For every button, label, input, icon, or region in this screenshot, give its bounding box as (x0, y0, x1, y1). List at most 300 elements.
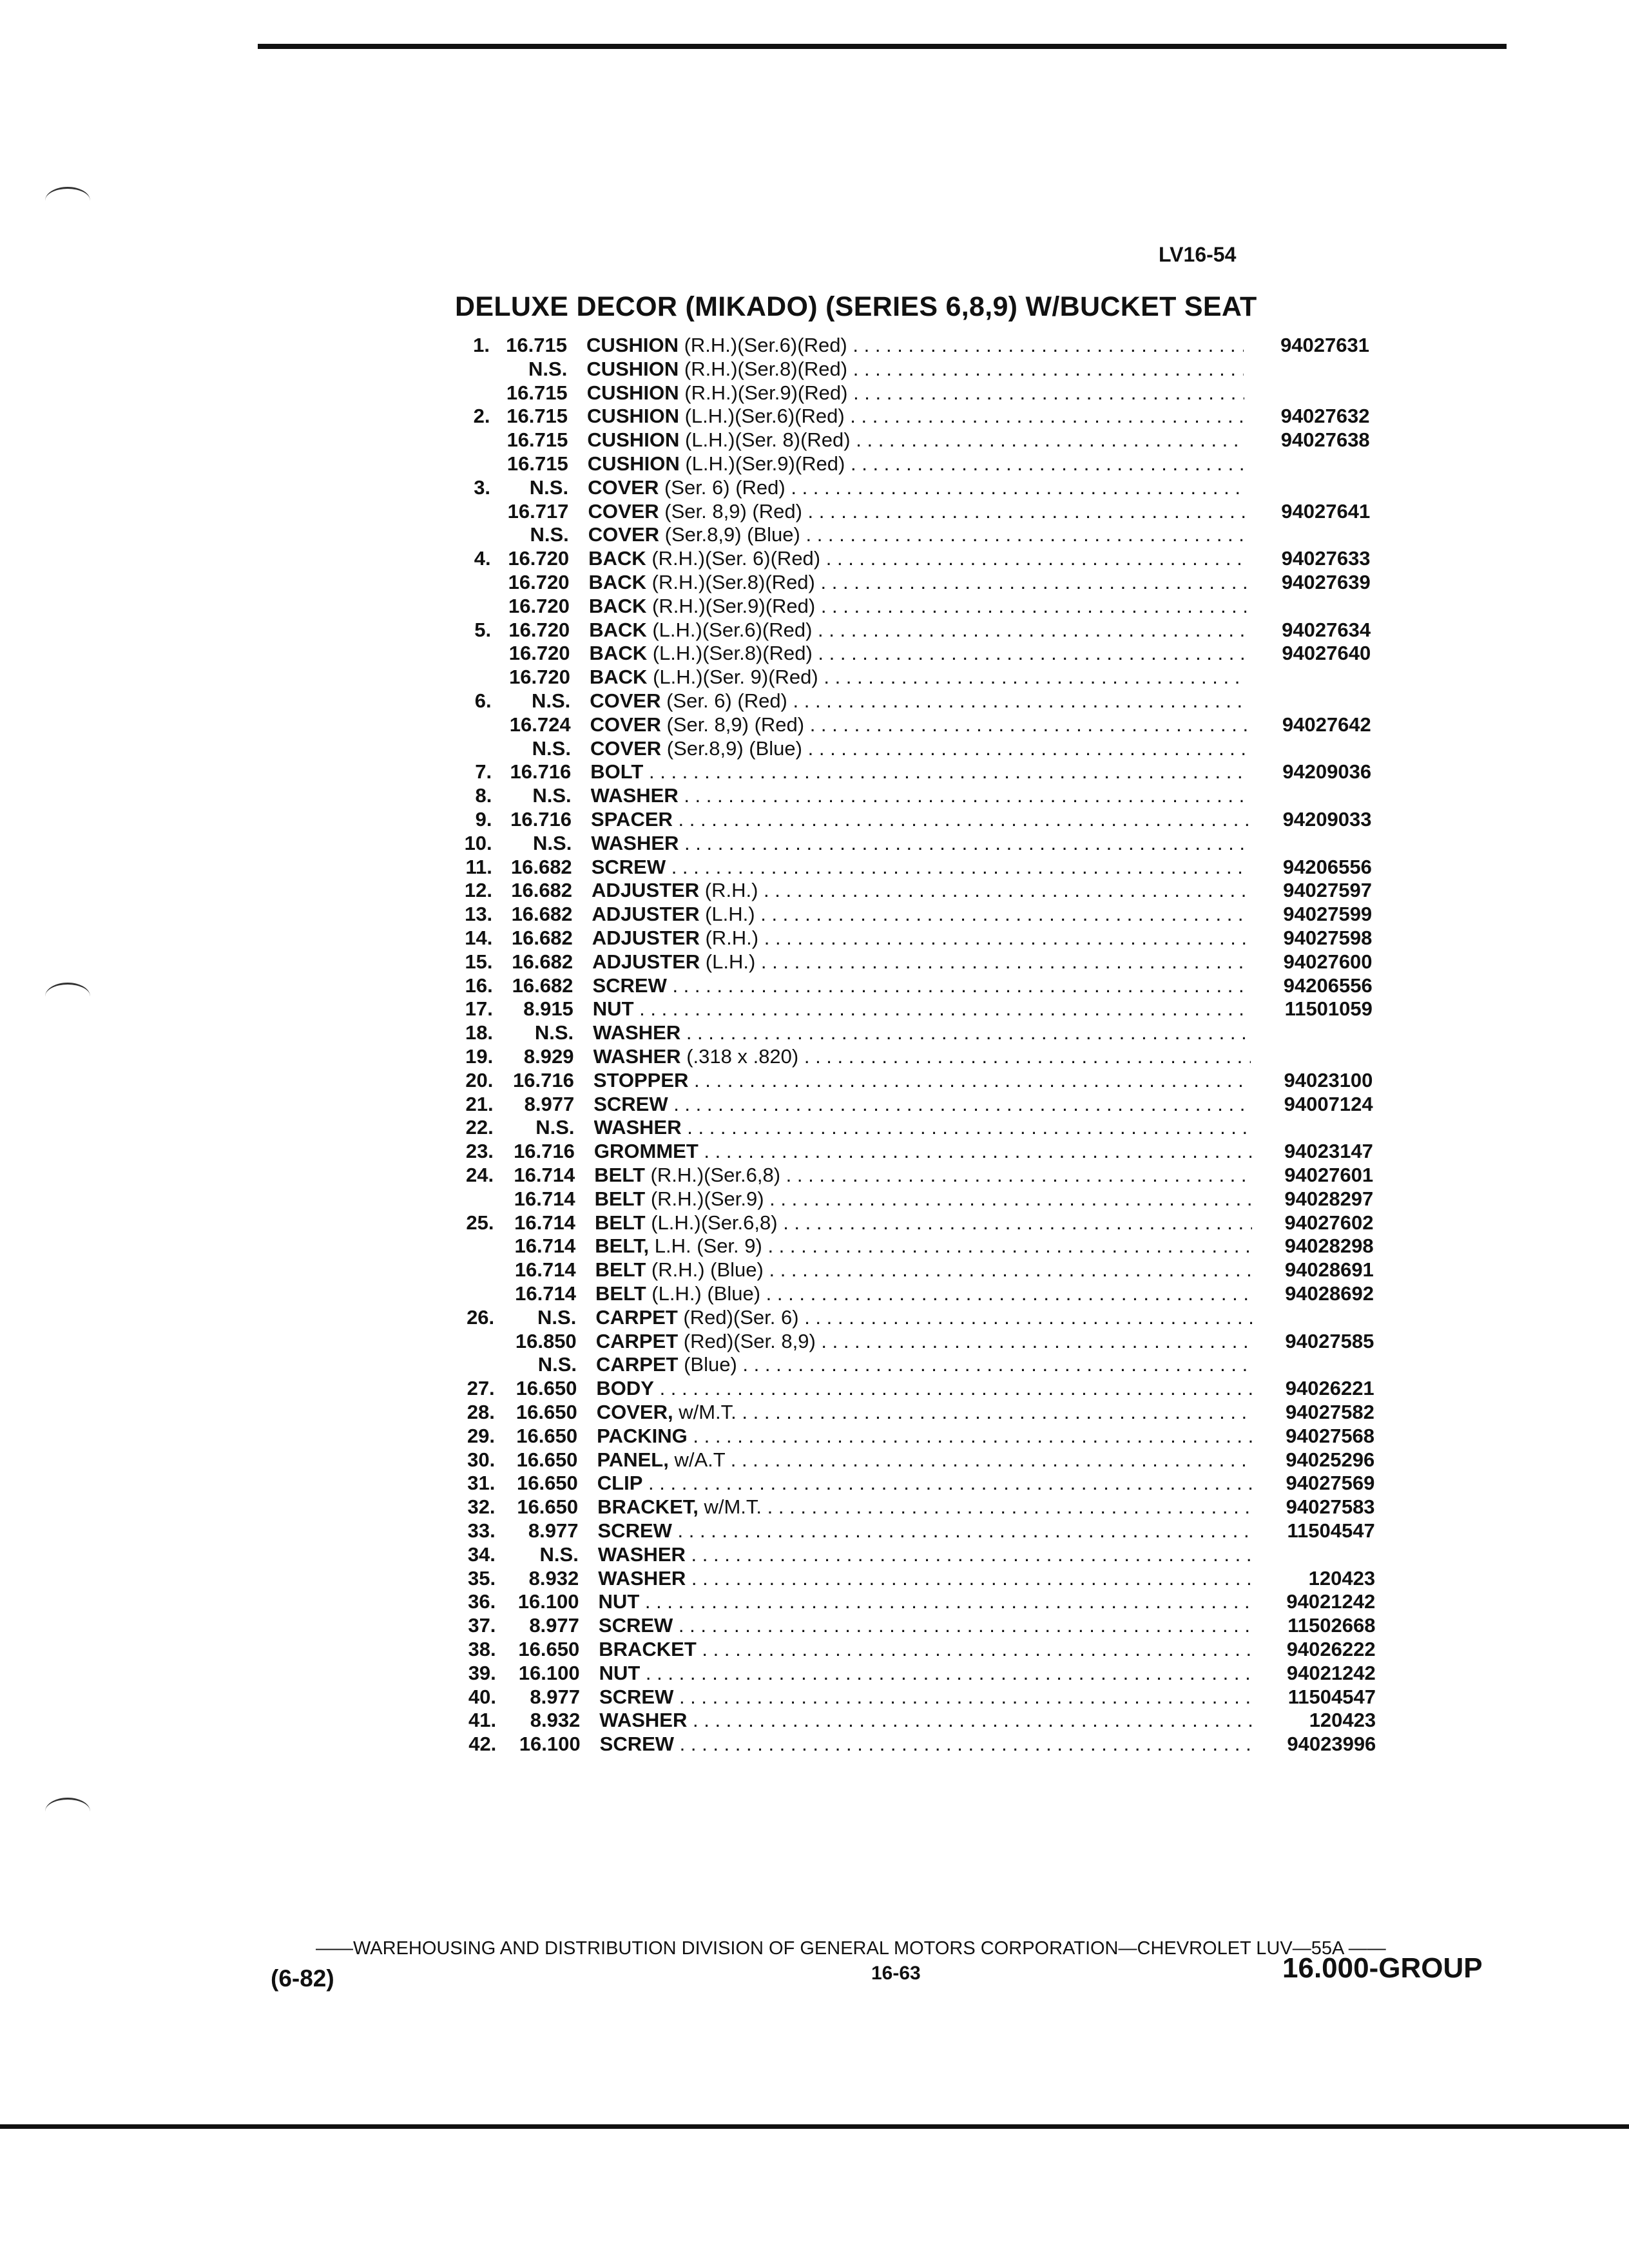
parts-row (0, 358, 1629, 381)
parts-row (0, 642, 1629, 665)
parts-row (0, 1733, 1629, 1756)
part-name-main: SCREW (591, 855, 666, 878)
item-number: 5. (474, 618, 492, 641)
parts-row (0, 737, 1629, 760)
parts-row (0, 950, 1629, 974)
item-number: 2. (473, 405, 490, 428)
parts-row (0, 1377, 1629, 1400)
part-number: 94027597 (1283, 879, 1373, 902)
part-number: 11504547 (1287, 1685, 1376, 1708)
footer-date: (6-82) (271, 1965, 334, 1992)
parts-row (0, 832, 1629, 855)
part-number: 94007124 (1284, 1092, 1373, 1115)
part-name (599, 1686, 1257, 1709)
item-number: 28. (467, 1401, 495, 1423)
part-name-detail: (L.H.)(Ser.6)(Red) (646, 618, 813, 641)
part-name-main: WASHER (593, 1021, 681, 1044)
group-number: 8.932 (528, 1566, 579, 1590)
part-name-main: CUSHION (586, 381, 679, 404)
part-name-detail: (R.H.)(Ser.8)(Red) (679, 357, 848, 380)
part-name (598, 1543, 1255, 1566)
part-name-detail: (L.H.)(Ser.6,8) (645, 1211, 778, 1234)
part-number: 94023996 (1287, 1733, 1376, 1756)
part-number: 94027583 (1286, 1495, 1375, 1519)
group-number: 16.650 (516, 1472, 578, 1495)
group-number: 16.714 (514, 1235, 576, 1258)
group-number: 8.977 (529, 1614, 579, 1637)
part-name-main: COVER, (596, 1401, 673, 1423)
group-number: 16.720 (508, 618, 570, 641)
part-name-main: CLIP (597, 1472, 643, 1495)
part-number: 94027582 (1285, 1401, 1374, 1423)
part-name-detail: (Ser. 6) (Red) (659, 476, 786, 499)
group-number: 16.714 (514, 1164, 575, 1186)
part-name-detail: (R.H.)(Ser. 6)(Red) (646, 547, 821, 570)
item-number: 27. (467, 1377, 495, 1400)
part-name (588, 476, 1245, 499)
part-name-main: SCREW (597, 1519, 672, 1542)
part-name-detail: (Ser.8,9) (Blue) (661, 736, 802, 760)
part-number: 94026222 (1286, 1638, 1376, 1660)
parts-row (0, 500, 1629, 523)
group-number: 16.650 (516, 1448, 578, 1471)
group-number: 16.715 (506, 334, 567, 356)
footer-page-number: 16-63 (871, 1963, 921, 1984)
part-name-main: SCREW (592, 974, 667, 997)
group-number: N.S. (534, 1021, 574, 1044)
part-name (589, 595, 1246, 618)
parts-row (0, 1686, 1629, 1709)
part-name-detail: (R.H.)(Ser.9)(Red) (679, 381, 848, 404)
part-name-main: WASHER (598, 1566, 686, 1590)
item-number: 4. (474, 547, 491, 570)
part-number: 94027602 (1284, 1211, 1374, 1234)
parts-row (0, 666, 1629, 689)
group-number: 16.720 (508, 594, 570, 617)
group-number: 16.720 (508, 571, 570, 593)
part-name (588, 523, 1246, 546)
part-number: 94021242 (1286, 1590, 1376, 1613)
part-name (593, 1021, 1250, 1044)
item-number: 24. (466, 1164, 494, 1186)
part-number: 94026221 (1285, 1377, 1374, 1400)
part-number: 94027585 (1285, 1329, 1374, 1352)
part-name-detail: (R.H.)(Ser.9) (645, 1187, 764, 1210)
item-number: 7. (475, 760, 492, 783)
group-number: N.S. (531, 689, 571, 712)
part-name (592, 974, 1249, 997)
parts-row (0, 1045, 1629, 1068)
part-name (592, 950, 1249, 974)
page-code: LV16-54 (1159, 243, 1237, 266)
part-name-detail: (R.H.) (699, 927, 759, 949)
part-name (599, 1614, 1256, 1637)
group-number: 8.929 (523, 1045, 574, 1068)
part-name (593, 1093, 1251, 1116)
part-name-main: BACK (589, 666, 648, 689)
part-name (599, 1662, 1257, 1685)
parts-row (0, 903, 1629, 926)
parts-row (0, 595, 1629, 618)
parts-row (0, 381, 1629, 405)
part-name-main: BRACKET, (597, 1495, 699, 1519)
part-name-detail: w/A.T (668, 1448, 726, 1471)
binding-mark (45, 1798, 90, 1825)
part-name (599, 1709, 1257, 1732)
item-number: 13. (465, 903, 493, 926)
part-name-main: CARPET (595, 1329, 679, 1352)
part-name (597, 1472, 1255, 1495)
group-number: 8.977 (528, 1519, 579, 1542)
item-number: 39. (468, 1661, 496, 1684)
parts-row (0, 1519, 1629, 1542)
item-number: 34. (467, 1542, 496, 1566)
part-name (595, 1235, 1252, 1258)
part-name (591, 832, 1248, 855)
part-name-detail: (Ser. 8,9) (Red) (660, 713, 805, 736)
parts-row (0, 1353, 1629, 1376)
part-name (599, 1638, 1256, 1661)
part-name (599, 1590, 1256, 1613)
part-number: 11504547 (1287, 1519, 1375, 1542)
group-number: N.S. (532, 784, 572, 807)
part-name-detail: (Ser. 8,9) (Red) (659, 499, 802, 523)
part-name-detail: (Ser. 6) (Red) (660, 689, 787, 712)
parts-row (0, 1543, 1629, 1566)
part-name-main: COVER (590, 689, 661, 712)
part-name-detail: (R.H.)(Ser.9)(Red) (646, 594, 816, 617)
group-number: N.S. (528, 357, 568, 380)
group-number: 16.682 (510, 855, 572, 878)
part-number: 94027641 (1281, 499, 1371, 523)
item-number: 14. (465, 927, 493, 949)
part-number: 94027632 (1280, 405, 1370, 428)
part-number: 94027638 (1280, 428, 1370, 452)
part-name-detail: (L.H.)(Ser.6)(Red) (679, 405, 845, 428)
part-name-main: BELT, (595, 1235, 650, 1258)
item-number: 23. (465, 1140, 494, 1163)
parts-row (0, 1448, 1629, 1472)
group-number: N.S. (539, 1542, 579, 1566)
part-name-main: COVER (588, 499, 659, 523)
group-number: 16.682 (512, 974, 574, 997)
group-number: 16.716 (513, 1068, 574, 1091)
group-number: 16.716 (514, 1140, 575, 1163)
part-name (590, 760, 1248, 783)
item-number: 21. (465, 1092, 494, 1115)
group-number: 16.850 (515, 1329, 577, 1352)
parts-row (0, 1709, 1629, 1732)
group-number: 16.650 (517, 1495, 579, 1519)
part-name-detail: (L.H.) (699, 903, 755, 926)
parts-row (0, 1472, 1629, 1495)
parts-row (0, 689, 1629, 713)
part-name-detail: (Red)(Ser. 8,9) (678, 1329, 816, 1352)
group-number: 16.650 (516, 1377, 577, 1400)
parts-row (0, 760, 1629, 783)
part-name (586, 334, 1244, 357)
part-name-main: SCREW (593, 1092, 668, 1115)
part-name-detail: (L.H.)(Ser.8)(Red) (647, 642, 813, 665)
parts-row (0, 1590, 1629, 1613)
parts-row (0, 974, 1629, 997)
parts-row (0, 927, 1629, 950)
part-name (590, 713, 1248, 736)
item-number: 30. (467, 1448, 496, 1471)
item-number: 41. (468, 1709, 497, 1732)
part-name-main: COVER (588, 523, 660, 546)
part-name-detail: (R.H.)(Ser.8)(Red) (646, 571, 815, 593)
part-name-main: GROMMET (593, 1140, 699, 1163)
parts-row (0, 476, 1629, 499)
item-number: 11. (465, 855, 492, 878)
group-number: 16.715 (506, 405, 568, 428)
part-name-main: BOLT (590, 760, 644, 783)
part-name-main: BACK (588, 594, 647, 617)
parts-row (0, 1140, 1629, 1163)
page-title: DELUXE DECOR (MIKADO) (SERIES 6,8,9) W/BUCKET SEAT (455, 291, 1257, 322)
item-number: 18. (465, 1021, 494, 1044)
item-number: 17. (465, 997, 493, 1021)
part-number: 94027598 (1283, 927, 1373, 949)
footer-publisher: ——WAREHOUSING AND DISTRIBUTION DIVISION OF GENERAL MOTORS CORPORATION—CHEVROLET LUV—55A —— (316, 1938, 1386, 1959)
group-number: 16.714 (514, 1187, 575, 1210)
part-name-detail: (L.H.)(Ser. 9)(Red) (647, 666, 818, 689)
part-name-main: CARPET (595, 1305, 678, 1329)
part-name-main: BODY (596, 1377, 654, 1400)
item-number: 42. (468, 1733, 497, 1756)
part-name-main: COVER (590, 713, 661, 736)
part-name-main: ADJUSTER (592, 950, 700, 973)
parts-row (0, 1021, 1629, 1044)
part-number: 94027639 (1281, 571, 1371, 593)
parts-row (0, 856, 1629, 879)
part-number: 94206556 (1282, 855, 1372, 878)
part-name (593, 997, 1250, 1021)
item-number: 25. (466, 1211, 494, 1234)
part-number: 94028297 (1284, 1187, 1374, 1210)
part-name-detail: w/M.T. (698, 1495, 762, 1519)
group-number: N.S. (530, 523, 569, 546)
item-number: 20. (465, 1068, 494, 1091)
part-name-main: SCREW (599, 1733, 675, 1756)
parts-row (0, 1093, 1629, 1116)
part-name (588, 452, 1245, 476)
part-name-main: PANEL, (597, 1448, 669, 1471)
part-name-detail: (L.H.)(Ser.9)(Red) (679, 452, 845, 475)
part-name (598, 1567, 1255, 1590)
parts-row (0, 879, 1629, 902)
part-number: 94027640 (1282, 642, 1371, 665)
part-name-main: BACK (588, 547, 646, 570)
item-number: 31. (467, 1472, 496, 1495)
part-number: 120423 (1308, 1566, 1376, 1590)
group-number: 16.714 (514, 1258, 576, 1282)
part-name (594, 1140, 1251, 1163)
parts-row (0, 571, 1629, 594)
part-name-detail: (R.H.) (Blue) (646, 1258, 764, 1282)
group-number: 8.977 (530, 1685, 580, 1708)
group-number: 8.977 (524, 1092, 575, 1115)
part-name-main: NUT (599, 1661, 641, 1684)
parts-row (0, 1401, 1629, 1424)
group-number: N.S. (533, 831, 572, 854)
part-number: 94027599 (1283, 903, 1373, 926)
part-name-detail: (L.H.) (700, 950, 756, 973)
part-name-main: BELT (594, 1211, 646, 1234)
part-name-main: ADJUSTER (592, 879, 700, 902)
group-number: 16.716 (510, 808, 572, 831)
part-name (597, 1495, 1255, 1519)
part-name (591, 808, 1248, 831)
part-name-detail: (Ser.8,9) (Blue) (659, 523, 800, 546)
part-name-main: PACKING (597, 1424, 688, 1447)
part-number: 94025296 (1286, 1448, 1375, 1471)
part-name (597, 1448, 1254, 1472)
parts-row (0, 1614, 1629, 1637)
part-name-main: BELT (594, 1187, 646, 1210)
part-name-main: CUSHION (586, 357, 679, 380)
part-number: 94027631 (1280, 334, 1369, 356)
parts-row (0, 619, 1629, 642)
part-name-main: NUT (592, 997, 634, 1021)
part-name-detail: (L.H.) (Blue) (646, 1282, 761, 1305)
part-name-main: ADJUSTER (592, 903, 700, 926)
part-name (597, 1425, 1254, 1448)
group-number: 16.100 (518, 1661, 580, 1684)
parts-row (0, 1211, 1629, 1235)
part-number: 120423 (1309, 1709, 1376, 1732)
part-name (595, 1282, 1253, 1305)
group-number: 16.714 (514, 1211, 575, 1234)
item-number: 32. (467, 1495, 496, 1519)
group-number: 16.720 (509, 666, 570, 689)
part-name (593, 1069, 1251, 1092)
part-number: 94027601 (1284, 1164, 1374, 1186)
part-name-main: COVER (590, 736, 662, 760)
item-number: 22. (465, 1116, 494, 1139)
group-number: 16.682 (511, 927, 573, 949)
part-name (587, 381, 1244, 405)
bottom-rule (0, 2124, 1629, 2129)
parts-row (0, 334, 1629, 357)
parts-row (0, 808, 1629, 831)
group-number: 16.650 (516, 1401, 577, 1423)
part-name (595, 1211, 1252, 1235)
part-name (590, 689, 1247, 713)
part-number: 94023147 (1284, 1140, 1373, 1163)
parts-row (0, 523, 1629, 546)
part-name (591, 784, 1248, 807)
part-name-detail: (Blue) (678, 1353, 737, 1376)
item-number: 15. (465, 950, 493, 973)
part-name-detail: (R.H.) (699, 879, 758, 902)
part-number: 94023100 (1284, 1068, 1373, 1091)
group-number: 16.715 (506, 381, 568, 404)
group-number: 16.650 (516, 1424, 578, 1447)
part-name-main: SPACER (591, 808, 673, 831)
group-number: 16.720 (508, 547, 570, 570)
group-number: 16.650 (518, 1638, 580, 1660)
part-name-main: STOPPER (593, 1068, 689, 1091)
item-number: 12. (464, 879, 493, 902)
part-name (592, 879, 1249, 902)
parts-row (0, 1638, 1629, 1661)
part-name (592, 927, 1249, 950)
parts-row (0, 1187, 1629, 1211)
part-name (588, 547, 1246, 570)
part-name-main: WASHER (597, 1542, 686, 1566)
parts-row (0, 452, 1629, 476)
item-number: 33. (467, 1519, 496, 1542)
item-number: 36. (468, 1590, 496, 1613)
part-name-main: CUSHION (587, 405, 679, 428)
part-name-main: BELT (595, 1258, 646, 1282)
part-name (593, 1045, 1251, 1068)
item-number: 6. (474, 689, 492, 712)
part-name (600, 1733, 1257, 1756)
part-name-main: WASHER (591, 831, 679, 854)
parts-row (0, 1235, 1629, 1258)
parts-row (0, 1282, 1629, 1305)
group-number: 16.717 (507, 499, 569, 523)
part-name (590, 642, 1247, 665)
group-number: 16.682 (512, 950, 574, 973)
part-number: 94027568 (1286, 1424, 1375, 1447)
parts-row (0, 1306, 1629, 1329)
parts-row (0, 1330, 1629, 1353)
part-name-main: BRACKET (599, 1638, 697, 1660)
group-number: 16.715 (506, 428, 568, 452)
parts-row (0, 1567, 1629, 1590)
group-number: 16.682 (511, 903, 573, 926)
group-number: N.S. (537, 1305, 577, 1329)
group-number: 16.720 (508, 642, 570, 665)
parts-row (0, 784, 1629, 807)
item-number: 29. (467, 1424, 496, 1447)
part-number: 94028298 (1284, 1235, 1374, 1258)
part-number: 94027634 (1282, 618, 1371, 641)
binding-mark (45, 187, 90, 215)
part-name (586, 358, 1244, 381)
part-name (596, 1377, 1253, 1400)
group-number: 16.714 (515, 1282, 576, 1305)
parts-row (0, 405, 1629, 428)
parts-row (0, 1495, 1629, 1519)
part-name (590, 666, 1247, 689)
item-number: 3. (474, 476, 491, 499)
item-number: 8. (475, 784, 492, 807)
parts-row (0, 1116, 1629, 1139)
part-name (594, 1164, 1251, 1187)
part-name-detail: (R.H.)(Ser.6)(Red) (678, 334, 847, 356)
group-number: 16.100 (519, 1733, 581, 1756)
part-name-main: BACK (589, 642, 648, 665)
part-name (595, 1258, 1253, 1282)
parts-row (0, 997, 1629, 1021)
part-number: 11501059 (1284, 997, 1373, 1021)
part-name (598, 1519, 1255, 1542)
part-name (594, 1116, 1251, 1139)
part-name (596, 1330, 1253, 1353)
item-number: 40. (468, 1685, 496, 1708)
part-number: 94027633 (1281, 547, 1371, 570)
part-name (592, 856, 1249, 879)
item-number: 9. (475, 808, 492, 831)
part-name-main: SCREW (599, 1685, 674, 1708)
item-number: 1. (473, 334, 490, 356)
part-name-main: WASHER (593, 1045, 681, 1068)
